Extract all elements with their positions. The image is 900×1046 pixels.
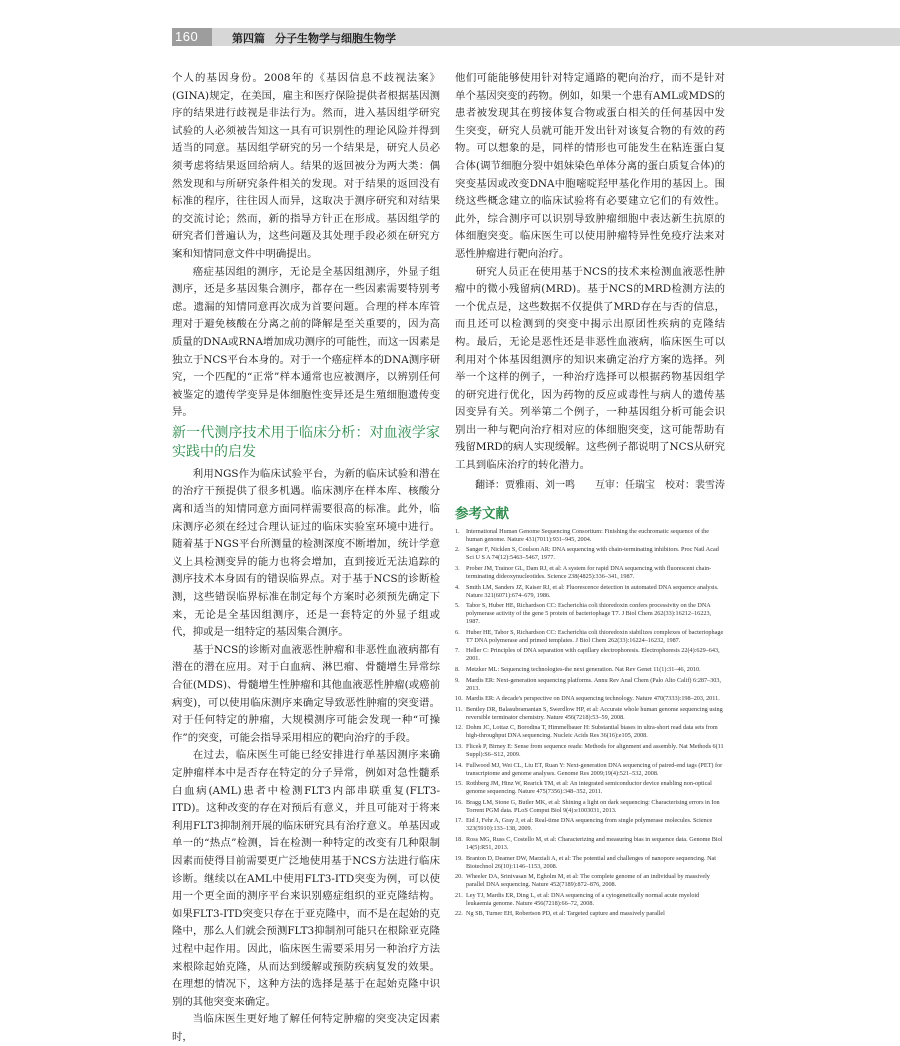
reference-number: 16. [455,798,463,806]
paragraph: 当临床医生更好地了解任何特定肿瘤的突变决定因素时， [172,1013,440,1043]
reference-item [455,780,725,796]
part-title: 分子生物学与细胞生物学 [275,32,396,45]
reference-text: Ley TJ, Mardis ER, Ding L, et al: DNA sequencing of a cytogenetically normal acute myeloid leukaemia genome. Nature 456(7218):66–72, 2008. [466,891,700,907]
reference-item [455,629,725,645]
reference-number: 10. [455,695,463,703]
reference-text: Sanger F, Nicklen S, Coulson AR: DNA sequencing with chain-terminating inhibitors. Proc Natl Acad Sci U S A 74(12):5463–5467, 1977. [466,546,719,562]
reference-number: 4. [455,583,460,591]
section-title: 新一代测序技术用于临床分析：对血液学家实践中的启发 [172,424,440,460]
reference-number: 18. [455,835,463,843]
paragraph: 利用NGS作为临床试验平台，为新的临床试验和潜在的治疗干预提供了很多机遇。临床测序在样本库、核酸分离和适当的知情同意方面同样需要很高的标准。此外，临床测序必须在经过合理认证过的临床实验室环境中进行。随着基于NGS平台所测量的检测深度不断增加，统计学意义上具检测变异的能力也将会增加，直到接近无法追踪的测序技术本身固有的错误临界点。对于基于NCS的诊断检测，这些错误临界标准在制定每个方案时必须预先确定下来，无论是全基因组测序，还是一套特定的外显子组或代，抑或是一组特定的基因集合测序。 [172,467,440,639]
reference-text: Branton D, Deamer DW, Marziali A, et al: The potential and challenges of nanopore sequencing. Nat Biotechnol 26(10):1146–1153, 2008. [466,854,716,870]
reference-item [455,602,725,626]
paragraph: 基于NCS的诊断对血液恶性肿瘤和非恶性血液病都有潜在的潜在应用。对于白血病、淋巴瘤、骨髓增生异常综合征(MDS)、骨髓增生性肿瘤和其他血液恶性肿瘤(或癌前病变)，可以使用临床测序来确定导致恶性肿瘤的突变谱。对于任何特定的肿瘤，大规模测序可能会发现一种“可操作”的突变，可能会指导采用相应的靶向治疗的手段。 [172,643,440,744]
reference-text: Bentley DR, Balasubramanian S, Swerdlow HP, et al: Accurate whole human genome sequencing using reversible terminator chemistry. Nature 456(7218):53–59, 2008. [466,705,723,721]
references-list [455,528,725,918]
reference-text: Smith LM, Sanders JZ, Kaiser RJ, et al: Fluorescence detection in automated DNA sequence analysis. Nature 321(6071):674–679, 1986. [466,583,719,599]
left-column [172,70,440,1046]
reference-text: Bragg LM, Stone G, Butler MK, et al: Shining a light on dark sequencing: Characterising errors in Ion Torrent PGM data. PLoS Comput Biol 9(4):e1003031, 2013. [466,798,720,814]
reference-text: Rothberg JM, Hinz W, Rearick TM, et al: An integrated semiconductor device enabling non-optical genome sequencing. Nature 475(7356):348–352, 2011. [466,780,712,796]
running-head [232,30,396,46]
reference-item [455,695,725,703]
references-title: 参考文献 [455,506,509,523]
reference-number: 15. [455,780,463,788]
reference-number: 7. [455,647,460,655]
reference-number: 8. [455,666,460,673]
reference-text: Prober JM, Trainor GL, Dam RJ, et al: A system for rapid DNA sequencing with fluorescent chain-terminating dideoxynucleotides. Science 238(4825):336–341, 1987. [466,565,712,581]
reference-item [455,762,725,778]
paragraph: 研究人员正在使用基于NCS的技术来检测血液恶性肿瘤中的微小残留病(MRD)。基于NCS的MRD检测方法的一个优点是，这些数据不仅提供了MRD存在与否的信息，而且还可以检测到的突变中揭示出原团性疾病的克隆结构。最后，无论是恶性还是非恶性血液病，临床医生可以利用对个体基因组测序的知识来确定治疗方案的选择。列举一个这样的例子，一种治疗选择可以根据药物基因组学的研究进行优化，因为药物的反应或毒性与病人的遗传基因变异有关。列举第二个例子，一种基因组分析可能会识别出一种与靶向治疗相对应的体细胞突变，这可能帮助有残留MRD的病人实现缓解。这些例子都说明了NCS从研究工具到临床治疗的转化潜力。 [455,265,725,472]
reference-item [455,836,725,852]
reference-item [455,910,725,918]
translation-credits: 翻译：贾雅雨、刘一鸣 互审：任瑞宝 校对：裴雪涛 [475,479,725,491]
reference-text: Metzker ML: Sequencing technologies-the next generation. Nat Rev Genet 11(1):31–46, 2010. [466,666,701,673]
reference-text: Tabor S, Huber HE, Richardson CC: Escherichia coli thioredoxin confers processivity on the DNA polymerase activity of the gene 5 protein of bacteriophage T7. J Biol Chem 262(33):16212–16223, 1987. [466,602,712,626]
reference-item [455,677,725,693]
reference-item [455,873,725,889]
reference-text: Huber HE, Tabor S, Richardson CC: Escherichia coli thioredoxin stabilizes complexes of bacteriophage T7 DNA polymerase and primed templates. J Biol Chem 262(33):16224–16232, 1987. [466,628,724,644]
reference-item [455,565,725,581]
reference-item [455,817,725,833]
paragraph: 癌症基因组的测序，无论是全基因组测序，外显子组测序，还是多基因集合测序，都存在一些因素需要特别考虑。遗漏的知情同意再次成为首要问题。合理的样本库管理对于避免核酸在分离之前的降解是至关重要的，因为高质量的DNA或RNA增加成功测序的可能性，而这一因素是独立于NCS平台本身的。对于一个癌症样本的DNA测序研究，一个匹配的“正常”样本通常也应被测序，以辨别任何被鉴定的遗传学变异是体细胞性变异还是生殖细胞遗传变异。 [172,265,440,419]
reference-number: 2. [455,546,460,554]
reference-text: Ross MG, Russ C, Costello M, et al: Characterizing and measuring bias in sequence data. Genome Biol 14(5):R51, 2013. [466,835,723,851]
reference-item [455,892,725,908]
reference-item [455,666,725,674]
reference-item [455,855,725,871]
reference-item [455,706,725,722]
reference-text: International Human Genome Sequencing Consortium: Finishing the euchromatic sequence of the human genome. Nature 431(7011):931–945, 2004. [466,527,709,543]
reference-number: 6. [455,628,460,636]
reference-text: Flicek P, Birney E: Sense from sequence reads: Methods for alignment and assembly. Nat Methods 6(11 Suppl):S6–S12, 2009. [466,742,724,758]
reference-item [455,647,725,663]
reference-item [455,724,725,740]
reference-number: 19. [455,854,463,862]
reference-item [455,528,725,544]
reference-number: 12. [455,724,463,732]
reference-number: 20. [455,873,463,881]
reference-text: Wheeler DA, Srinivasan M, Egholm M, et al: The complete genome of an individual by massively parallel DNA sequencing. Nature 452(7189):872–876, 2008. [466,873,710,889]
reference-item [455,799,725,815]
reference-number: 17. [455,817,463,825]
reference-text: Mardis ER: A decade's perspective on DNA sequencing technology. Nature 470(7333):198–203, 2011. [466,695,720,703]
reference-text: Mardis ER: Next-generation sequencing platforms. Annu Rev Anal Chem (Palo Alto Calif) 6:287–303, 2013. [466,676,722,692]
reference-number: 9. [455,676,460,684]
reference-text: Fullwood MJ, Wei CL, Liu ET, Ruan Y: Next-generation DNA sequencing of paired-end tags (PET) for transcriptome and genome analyses. Genome Res 2009;19(4):521–532, 2008. [466,761,723,777]
reference-number: 22. [455,910,463,918]
reference-text: Ng SB, Turner EH, Robertson PD, et al: Targeted capture and massively parallel [466,910,665,918]
reference-number: 21. [455,891,463,899]
reference-number: 5. [455,602,460,610]
reference-text: Dohm JC, Lottaz C, Borodina T, Himmelbauer H: Substantial biases in ultra-short read data sets from high-throughput DNA sequencing. Nucleic Acids Res 36(16):e105, 2008. [466,724,718,740]
reference-text: Heller C: Principles of DNA separation with capillary electrophoresis. Electrophoresis 22(4):629–643, 2001. [466,647,720,663]
right-column [455,70,725,921]
page-header [0,0,900,50]
part-label: 第四篇 [232,32,265,45]
paragraph: 在过去，临床医生可能已经安排进行单基因测序来确定肿瘤样本中是否存在特定的分子异常，例如对急性髓系白血病(AML)患者中检测FLT3内部串联重复(FLT3-ITD)。这种改变的存在对预后有意义，并且可能对于将来利用FLT3抑制剂开展的临床研究具有治疗意义。单基因或单一的“热点”检测，旨在检测一种特定的改变有几种限制因素而使得目前需要更广泛地使用基于NCS方法进行临床诊断。继续以在AML中使用FLT3-ITD突变为例，可以使用一个更全面的测序平台来识别癌症组织的亚克隆结构。如果FLT3-ITD突变只存在于亚克隆中，而不是在起始的克隆中，那么人们就会预测FLT3抑制剂可能只在根除亚克隆过程中起作用。因此，临床医生需要采用另一种治疗方法来根除起始克隆，从而达到缓解或预防疾病复发的效果。在理想的情况下，这种方法的选择是基于在起始克隆中识别的其他突变来确定。 [172,749,440,1008]
reference-item [455,743,725,759]
reference-item [455,546,725,562]
paragraph: 他们可能能够使用针对特定通路的靶向治疗，而不是针对单个基因突变的药物。例如，如果一个患有AML或MDS的患者被发现其在剪接体复合物或蛋白相关的任何基因中发生突变，研究人员就可能开发出针对该复合物的有效的药物。可以想象的是，同样的情形也可能发生在粘连蛋白复合体(调节细胞分裂中姐妹染色单体分离的蛋白质复合体)的突变基因或改变DNA中胞嘧啶羟甲基化作用的基因上。围绕这些概念建立的临床试验将有必要建立它们的有效性。此外，综合测序可以识别导致肿瘤细胞中表达新生抗原的体细胞突变。临床医生可以使用肿瘤特异性免疫疗法来对恶性肿瘤进行靶向治疗。 [455,72,725,260]
page-number: 160 [175,29,199,44]
reference-item [455,584,725,600]
reference-number: 3. [455,565,460,573]
reference-number: 14. [455,761,463,769]
reference-text: Eid J, Fehr A, Gray J, et al: Real-time DNA sequencing from single polymerase molecules. Science 323(5910):133–138, 2009. [466,817,713,833]
reference-number: 1. [455,527,460,535]
reference-number: 11. [455,705,463,713]
paragraph: 个人的基因身份。2008年的《基因信息不歧视法案》(GINA)规定，在美国，雇主和医疗保险提供者根据基因测序的结果进行歧视是非法行为。然而，进入基因组学研究试验的人必须被告知这一具有可识别性的理论风险并得到适当的同意。基因组学研究的另一个结果是，研究人员必须考虑将结果返回给病人。结果的返回被分为两大类：偶然发现和与所研究条件相关的发现。对于结果的返回没有标准的程序，往往因人而异，这取决于测序研究和对结果的交流讨论；然而，新的指导方针正在形成。基因组学的研究者们普遍认为，这些问题及其处理手段必须在研究方案和知情同意文件中明确提出。 [172,72,440,260]
reference-number: 13. [455,742,463,750]
